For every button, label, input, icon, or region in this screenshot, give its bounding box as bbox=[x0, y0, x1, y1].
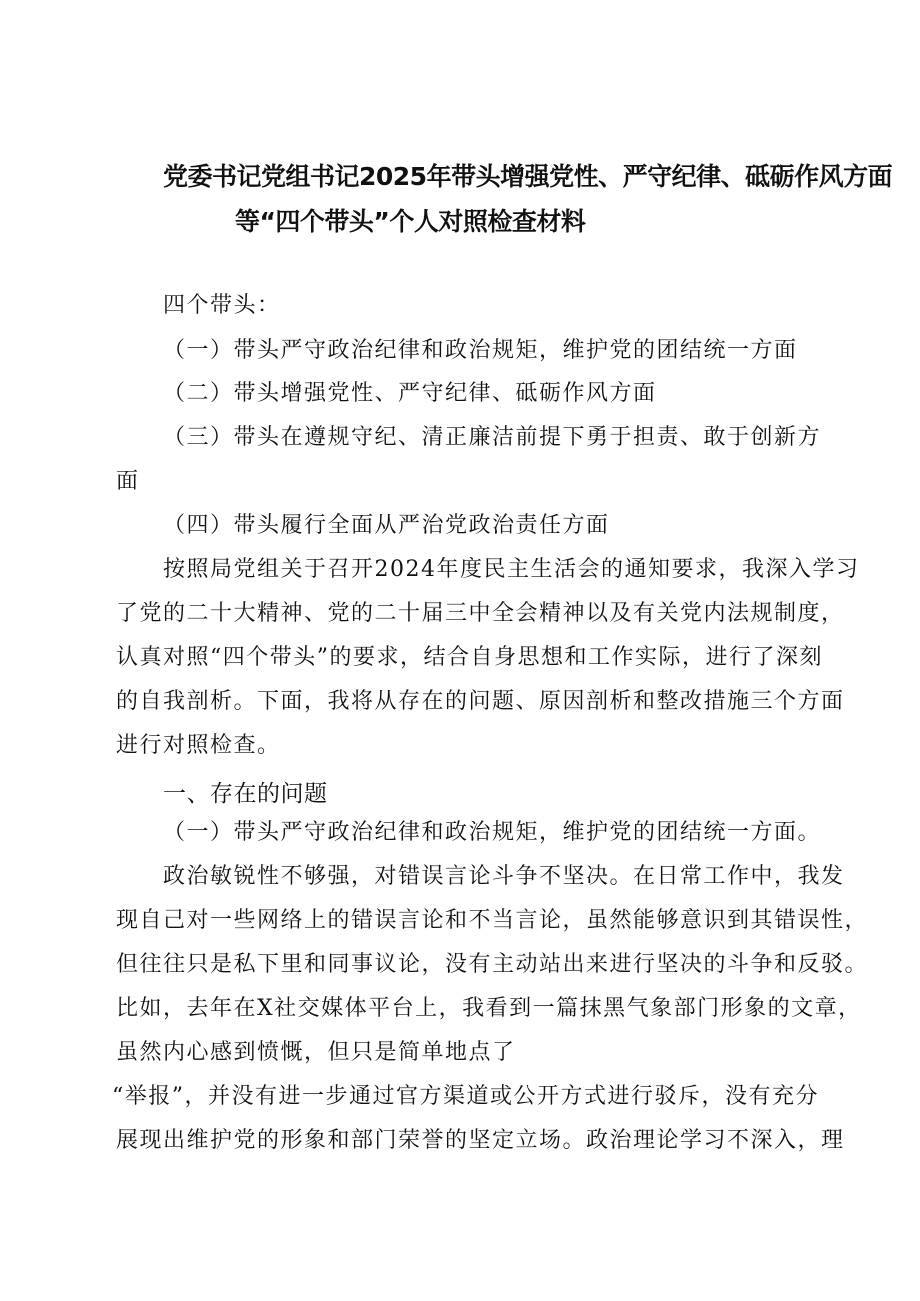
document-title-line-1: 党委书记党组书记2025年带头增强党性、严守纪律、砥砺作风方面 bbox=[163, 162, 893, 191]
paragraph-line: 但往往只是私下里和同事议论，没有主动站出来进行坚决的斗争和反驳。 bbox=[116, 952, 869, 977]
paragraph-line: 认真对照“四个带头”的要求，结合自身思想和工作实际，进行了深刻 bbox=[116, 645, 823, 670]
paragraph-line: 比如，去年在X社交媒体平台上，我看到一篇抹黑气象部门形象的文章， bbox=[116, 996, 862, 1021]
list-item: （三）带头在遵规守纪、清正廉洁前提下勇于担责、敢于创新方 bbox=[163, 425, 822, 450]
paragraph-line: 进行对照检查。 bbox=[116, 733, 281, 758]
list-item-continuation: 面 bbox=[116, 469, 140, 494]
section-heading: 一、存在的问题 bbox=[163, 781, 328, 807]
paragraph-line: 现自己对一些网络上的错误言论和不当言论，虽然能够意识到其错误性， bbox=[116, 908, 869, 933]
paragraph-line: 虽然内心感到愤慨，但只是简单地点了 bbox=[116, 1040, 516, 1065]
paragraph-line: 展现出维护党的形象和部门荣誉的坚定立场。政治理论学习不深入，理 bbox=[116, 1128, 845, 1153]
list-item: （二）带头增强党性、严守纪律、砥砺作风方面 bbox=[163, 381, 657, 406]
list-item: （四）带头履行全面从严治党政治责任方面 bbox=[163, 513, 610, 538]
paragraph-line: 政治敏锐性不够强，对错误言论斗争不坚决。在日常工作中，我发 bbox=[163, 864, 845, 889]
section-subheading: （一）带头严守政治纪律和政治规矩，维护党的团结统一方面。 bbox=[163, 820, 822, 845]
document-title-line-2: 等“四个带头”个人对照检查材料 bbox=[235, 207, 586, 236]
paragraph-line: 了党的二十大精神、党的二十届三中全会精神以及有关党内法规制度， bbox=[116, 601, 845, 626]
paragraph-line: “举报”，并没有进一步通过官方渠道或公开方式进行驳斥，没有充分 bbox=[112, 1084, 819, 1109]
paragraph-line: 按照局党组关于召开2024年度民主生活会的通知要求，我深入学习 bbox=[163, 557, 860, 582]
intro-label: 四个带头： bbox=[163, 293, 281, 318]
list-item: （一）带头严守政治纪律和政治规矩，维护党的团结统一方面 bbox=[163, 338, 798, 363]
paragraph-line: 的自我剖析。下面，我将从存在的问题、原因剖析和整改措施三个方面 bbox=[116, 689, 845, 714]
